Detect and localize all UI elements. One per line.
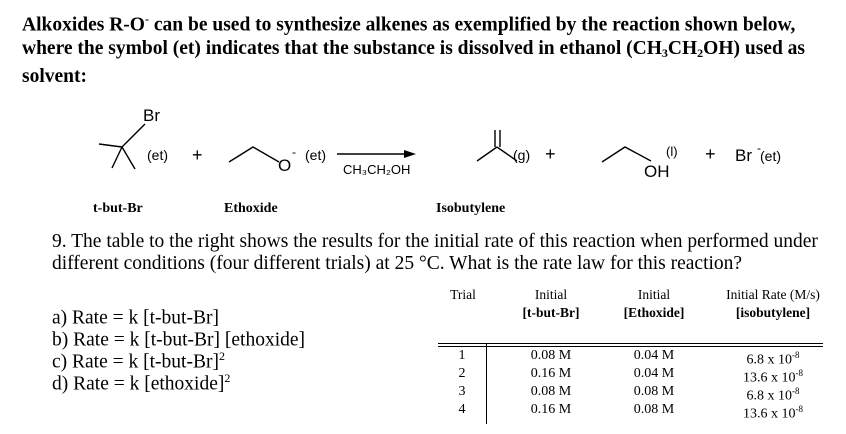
tbutbr-cell: 0.08 M bbox=[530, 348, 572, 363]
plus-sign-1: + bbox=[192, 145, 203, 165]
liquid-state-label: (l) bbox=[666, 144, 678, 159]
arrow-head bbox=[404, 150, 416, 158]
tbutbr-name: t-but-Br bbox=[93, 201, 143, 216]
header-tbutbr-line1: Initial bbox=[534, 287, 568, 302]
tbutbr-bond bbox=[99, 144, 122, 147]
intro-paragraph: Alkoxides R-O- can be used to synthesize alkenes as exemplified by the reaction shown below, where the symbol (et) indicates that the substance is dissolved in ethanol $(CH_3CH_2OH)$ used as solvent: bbox=[22, 12, 806, 87]
choice-d[interactable]: d) Rate = k [ethoxide]$^2$ bbox=[52, 371, 231, 395]
header-rate-line2: [isobutylene] bbox=[735, 305, 811, 320]
trial-cell: 1 bbox=[458, 348, 466, 363]
bromide-charge: - bbox=[757, 141, 761, 155]
solvent-label: CH₃CH₂OH bbox=[343, 162, 411, 177]
rate-data-table bbox=[438, 286, 838, 426]
bromide-ion-label: Br bbox=[735, 146, 752, 165]
isobutylene-bond bbox=[477, 147, 497, 161]
ethoxide-chain bbox=[229, 147, 279, 162]
choice-a[interactable]: a) Rate = k [t-but-Br] bbox=[52, 307, 219, 329]
question-text: 9. The table to the right shows the results for the initial rate of this reaction when performed under different conditions (four different trials) at 25 °C. What is the rate law for this reaction? bbox=[52, 231, 818, 274]
rate-cell: 13.6 x $10^{-8}$ bbox=[743, 368, 803, 386]
tbutbr-cell: 0.16 M bbox=[530, 402, 572, 417]
header-ethoxide-line2: [Ethoxide] bbox=[623, 305, 685, 320]
tbutbr-bond bbox=[122, 147, 135, 169]
tbutbr-bond bbox=[122, 124, 145, 147]
oxygen-charge: - bbox=[292, 145, 296, 159]
plus-sign-3: + bbox=[705, 144, 716, 164]
rate-cell: 6.8 x $10^{-8}$ bbox=[746, 350, 800, 368]
header-ethoxide-line1: Initial bbox=[637, 287, 671, 302]
gas-state-label: (g) bbox=[513, 147, 531, 163]
plus-sign-2: + bbox=[545, 144, 556, 164]
ethoxide-cell: 0.08 M bbox=[633, 384, 675, 399]
isobutylene-name: Isobutylene bbox=[436, 201, 506, 216]
et-label-3: (et) bbox=[760, 148, 781, 164]
br-atom-label: Br bbox=[143, 106, 160, 125]
ethoxide-cell: 0.08 M bbox=[633, 402, 675, 417]
header-rate-line1: Initial Rate (M/s) bbox=[726, 287, 820, 302]
trial-cell: 2 bbox=[458, 366, 466, 381]
ethanol-chain bbox=[602, 147, 651, 162]
trial-cell: 3 bbox=[458, 384, 466, 399]
tbutbr-cell: 0.16 M bbox=[530, 366, 572, 381]
table-top-rule bbox=[438, 343, 823, 344]
choice-c[interactable]: c) Rate = k $[t-but-Br]^2$ bbox=[52, 349, 225, 373]
table-top-rule-2 bbox=[438, 346, 823, 347]
header-tbutbr-line2: [t-but-Br] bbox=[522, 305, 580, 320]
header-trial: Trial bbox=[450, 287, 476, 302]
et-label-2: (et) bbox=[305, 147, 326, 163]
ethoxide-name: Ethoxide bbox=[224, 201, 278, 216]
rate-cell: 13.6 x $10^{-8}$ bbox=[743, 404, 803, 422]
ethoxide-cell: 0.04 M bbox=[633, 366, 675, 381]
trial-cell: 4 bbox=[458, 402, 466, 417]
table-vertical-rule bbox=[486, 344, 487, 424]
tbutbr-cell: 0.08 M bbox=[530, 384, 572, 399]
oxygen-atom-label: O bbox=[278, 156, 292, 175]
rate-cell: 6.8 x $10^{-8}$ bbox=[746, 386, 800, 404]
et-label-1: (et) bbox=[147, 147, 168, 163]
hydroxyl-label: OH bbox=[644, 162, 670, 181]
choice-b[interactable]: b) Rate = k [t-but-Br] [ethoxide] bbox=[52, 329, 306, 351]
ethoxide-cell: 0.04 M bbox=[633, 348, 675, 363]
tbutbr-bond bbox=[112, 147, 122, 168]
